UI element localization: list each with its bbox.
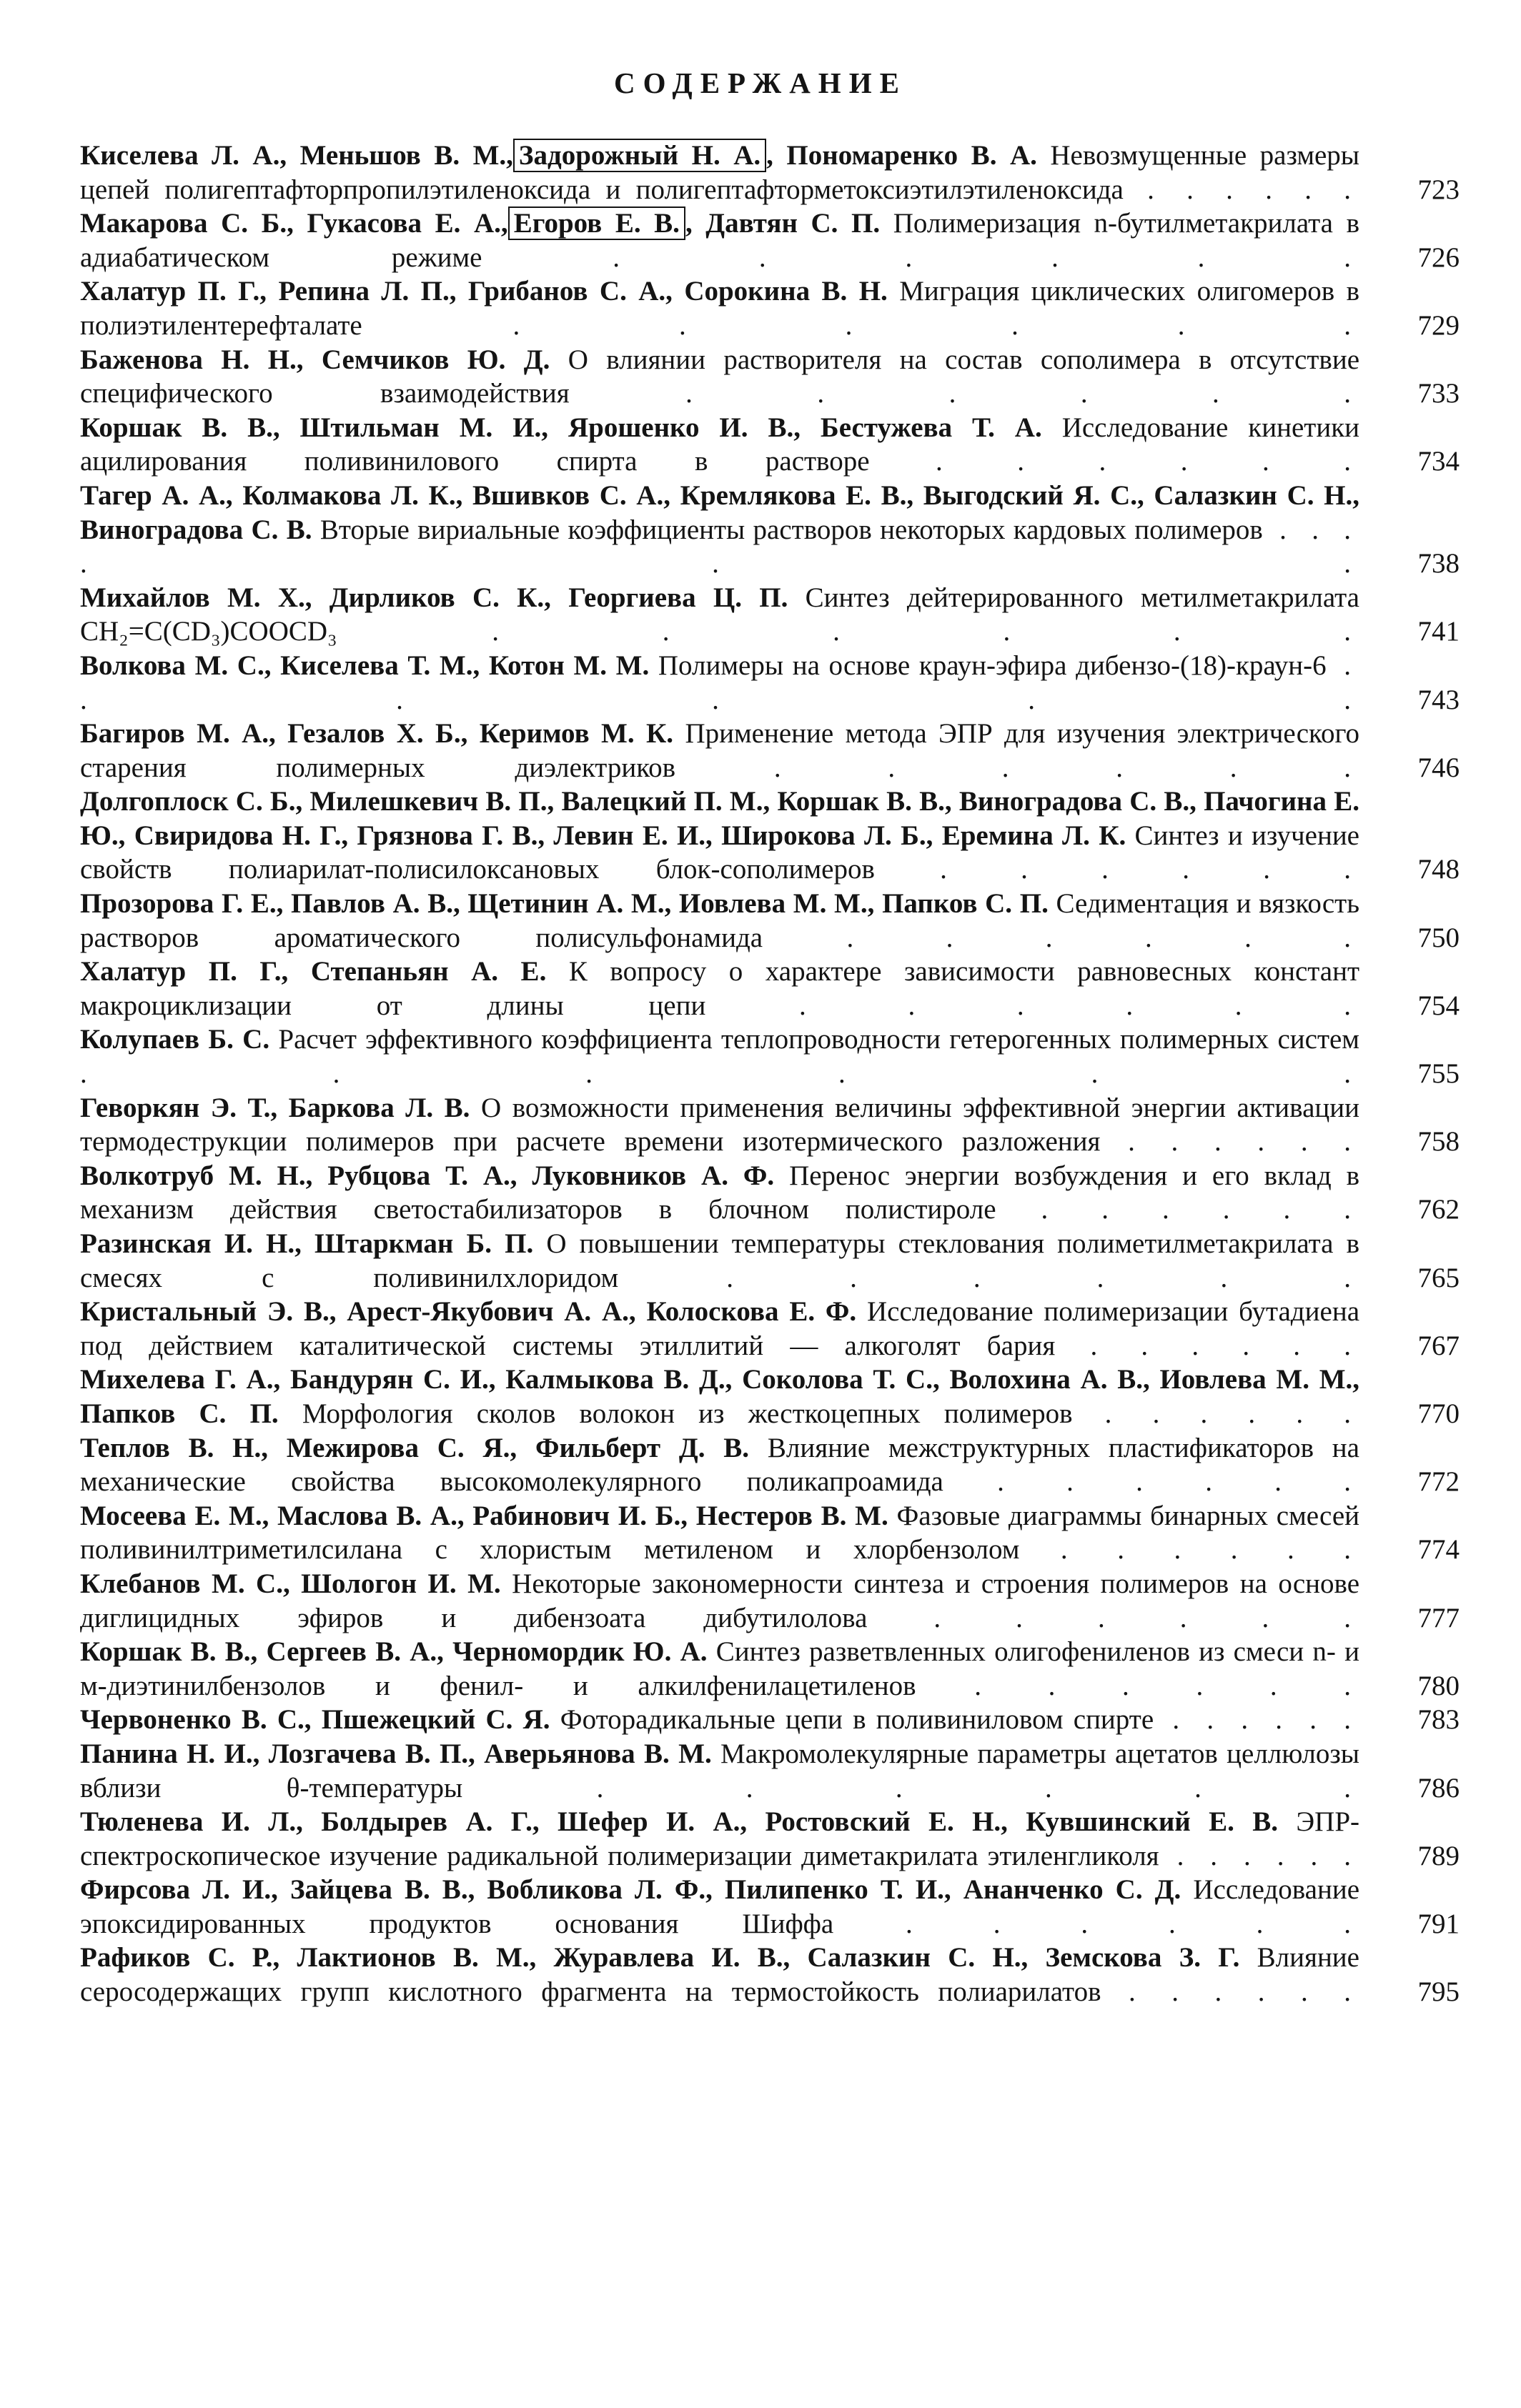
leader-dots: . . . . . .: [1101, 1976, 1360, 2008]
toc-entry: [80, 649, 1460, 717]
toc-entry: [80, 955, 1460, 1023]
toc-entry-text: [80, 1159, 1359, 1227]
entry-title: Макромолекулярные параметры ацетатов целлюлозы вблизи θ-температуры: [80, 1738, 1359, 1803]
toc-entry: [80, 1227, 1460, 1295]
entry-title: Исследование кинетики ацилирования поливинилового спирта в растворе: [80, 412, 1360, 477]
leader-dots: . . . . . .: [337, 616, 1359, 647]
entry-authors: Клебанов М. С., Шологон И. М.: [80, 1568, 501, 1599]
entry-title: Синтез и изучение свойств полиарилат-полисилоксановых блок-сополимеров: [80, 820, 1359, 885]
entry-page-number: 743: [1417, 684, 1460, 715]
leader-dots: . . . . . .: [80, 1058, 1359, 1090]
leader-dots: . . . . . .: [1159, 1840, 1359, 1871]
toc-entry-text: [80, 887, 1359, 955]
toc-entry-text: [80, 274, 1359, 342]
toc-entry-text: [80, 1737, 1359, 1805]
entry-page-number: 789: [1417, 1840, 1460, 1871]
toc-entry-text: [80, 139, 1359, 207]
toc-entry-text: [80, 955, 1359, 1023]
leader-dots: . . . . . .: [1055, 1330, 1359, 1361]
toc-list: [80, 139, 1460, 2009]
toc-entry: [80, 1941, 1460, 2009]
entry-authors: Кристальный Э. В., Арест-Якубович А. А., Колоскова Е. Ф.: [80, 1296, 857, 1328]
entry-page-number: 765: [1417, 1262, 1460, 1293]
toc-entry: [80, 1737, 1460, 1805]
toc-entry: [80, 274, 1460, 342]
entry-authors: Михелева Г. А., Бандурян С. И., Калмыкова В. Д., Соколова Т. С., Волохина А. В., Иовлева М. М., Папков С. П.: [80, 1364, 1359, 1429]
entry-authors: Михайлов М. Х., Дирликов С. К., Георгиева Ц. П.: [80, 582, 788, 613]
toc-entry-text: [80, 1091, 1359, 1159]
entry-authors: Халатур П. Г., Степаньян А. Е.: [80, 956, 547, 987]
entry-page-number: 754: [1417, 990, 1460, 1021]
leader-dots: . . . . . .: [482, 242, 1360, 273]
toc-entry: [80, 1295, 1460, 1363]
entry-authors: Волкова М. С., Киселева Т. М., Котон М. М.: [80, 650, 650, 681]
leader-dots: . . . . . .: [705, 990, 1360, 1021]
entry-title: К вопросу о характере зависимости равновесных констант макроциклизации от длины цепи: [80, 956, 1359, 1021]
toc-entry: [80, 785, 1460, 887]
entry-title: Невозмущенные размеры цепей полигептафторпропилэтиленоксида и полигептафторметоксиэтилэтиленоксида: [80, 140, 1360, 205]
entry-page-number: 755: [1417, 1058, 1460, 1090]
leader-dots: . . . . . .: [1100, 1126, 1360, 1158]
entry-page-number: 746: [1417, 752, 1460, 783]
leader-dots: . . . . . .: [618, 1262, 1359, 1293]
toc-entry: [80, 1363, 1460, 1431]
leader-dots: . . . . . .: [763, 922, 1360, 953]
entry-authors: Геворкян Э. Т., Баркова Л. В.: [80, 1092, 470, 1123]
entry-title: Синтез разветвленных олигофениленов из смеси n- и м-диэтинилбензолов и фенил- и алкилфенилацетиленов: [80, 1636, 1360, 1701]
entry-page-number: 762: [1417, 1194, 1460, 1225]
entry-authors: Долгоплоск С. Б., Милешкевич В. П., Валецкий П. М., Коршак В. В., Виноградова С. В., Пачогина Е. Ю., Свиридова Н. Г., Грязнова Г. В., Левин Е. И., Широкова Л. Б., Еремина Л. К.: [80, 786, 1359, 851]
leader-dots: . . . . . .: [916, 1670, 1360, 1701]
toc-entry: [80, 343, 1460, 411]
toc-entry: [80, 1635, 1460, 1703]
entry-title: Расчет эффективного коэффициента теплопроводности гетерогенных полимерных систем: [278, 1024, 1359, 1055]
leader-dots: . . . . . .: [675, 752, 1359, 783]
toc-entry-text: [80, 649, 1359, 717]
entry-authors: Теплов В. Н., Межирова С. Я., Фильберт Д. В.: [80, 1432, 750, 1463]
entry-title: Полимеры на основе краун-эфира дибензо-(18)-краун-6: [658, 650, 1327, 681]
entry-page-number: 783: [1417, 1704, 1460, 1736]
entry-page-number: 780: [1417, 1670, 1460, 1701]
leader-dots: . . . . . .: [869, 446, 1359, 477]
entry-title: Синтез дейтерированного метилметакрилата CH₂=C(CD₃)COOCD₃: [80, 582, 1359, 647]
entry-page-number: 758: [1417, 1126, 1460, 1158]
toc-entry: [80, 1873, 1460, 1941]
leader-dots: . . . . . .: [874, 854, 1359, 885]
leader-dots: . . . . . .: [867, 1602, 1360, 1633]
leader-dots: . . . . . .: [833, 1908, 1359, 1939]
toc-entry-text: [80, 343, 1359, 411]
entry-title: Фазовые диаграммы бинарных смесей поливинилтриметилсилана с хлористым метиленом и хлорбензолом: [80, 1500, 1360, 1566]
leader-dots: . . . . . .: [569, 378, 1360, 409]
entry-page-number: 772: [1417, 1466, 1460, 1498]
entry-page-number: 729: [1417, 309, 1460, 341]
entry-page-number: 748: [1417, 854, 1460, 885]
entry-title: Исследование полимеризации бутадиена под действием каталитической системы этиллитий — алкоголят бария: [80, 1296, 1360, 1361]
leader-dots: . . . . . .: [1154, 1704, 1359, 1736]
leader-dots: . . . . . .: [462, 1772, 1359, 1803]
leader-dots: . . . . . .: [996, 1194, 1359, 1225]
entry-page-number: 786: [1417, 1772, 1460, 1803]
entry-authors: Рафиков С. Р., Лактионов В. М., Журавлева И. В., Салазкин С. Н., Земскова З. Г.: [80, 1942, 1240, 1974]
entry-authors-rest: , Давтян С. П.: [685, 208, 881, 239]
entry-authors-rest: , Пономаренко В. А.: [766, 140, 1037, 171]
entry-authors: Разинская И. Н., Штаркман Б. П.: [80, 1228, 534, 1259]
contents-heading: СОДЕРЖАНИЕ: [614, 66, 907, 99]
entry-title: О повышении температуры стеклования полиметилметакрилата в смесях с поливинилхлоридом: [80, 1228, 1359, 1293]
toc-entry: [80, 1023, 1460, 1090]
toc-entry: [80, 411, 1460, 479]
entry-authors: Коршак В. В., Сергеев В. А., Черномордик Ю. А.: [80, 1636, 708, 1668]
toc-entry-text: [80, 1431, 1359, 1499]
entry-authors: Баженова Н. Н., Семчиков Ю. Д.: [80, 344, 550, 375]
leader-dots: . . . . . .: [943, 1466, 1359, 1498]
leader-dots: . . . . . .: [80, 650, 1359, 715]
toc-entry: [80, 479, 1460, 581]
entry-title: Исследование эпоксидированных продуктов основания Шиффа: [80, 1874, 1360, 1939]
leader-dots: . . . . . .: [362, 309, 1359, 341]
toc-entry: [80, 207, 1460, 274]
entry-title: Фоторадикальные цепи в поливиниловом спирте: [560, 1704, 1154, 1736]
entry-author-boxed: Егоров Е. В.: [508, 207, 685, 240]
leader-dots: . . . . . .: [1019, 1534, 1360, 1566]
toc-entry-text: [80, 207, 1359, 274]
toc-entry-text: [80, 1805, 1359, 1873]
entry-authors: Прозорова Г. Е., Павлов А. В., Щетинин А. М., Иовлева М. М., Папков С. П.: [80, 888, 1049, 920]
entry-title: Вторые вириальные коэффициенты растворов некоторых кардовых полимеров: [319, 514, 1263, 545]
entry-page-number: 767: [1417, 1330, 1460, 1361]
toc-entry: [80, 581, 1460, 649]
entry-authors: Червоненко В. С., Пшежецкий С. Я.: [80, 1704, 550, 1736]
entry-authors: Волкотруб М. Н., Рубцова Т. А., Луковников А. Ф.: [80, 1160, 775, 1191]
entry-page-number: 726: [1417, 242, 1460, 273]
toc-entry-text: [80, 1295, 1359, 1363]
entry-authors: Тюленева И. Л., Болдырев А. Г., Шефер И. А., Ростовский Е. Н., Кувшинский Е. В.: [80, 1806, 1279, 1838]
entry-authors: Тагер А. А., Колмакова Л. К., Вшивков С. А., Кремлякова Е. В., Выгодский Я. С., Салазкин С. Н., Виноградова С. В.: [80, 479, 1359, 545]
toc-entry: [80, 1805, 1460, 1873]
toc-entry-text: [80, 411, 1359, 479]
entry-page-number: 734: [1417, 446, 1460, 477]
toc-entry: [80, 1159, 1460, 1227]
toc-entry-text: [80, 581, 1359, 649]
entry-page-number: 791: [1417, 1908, 1460, 1939]
entry-title: О возможности применения величины эффективной энергии активации термодеструкции полимеров при расчете времени изотермического разложения: [80, 1092, 1359, 1158]
entry-authors: Фирсова Л. И., Зайцева В. В., Вобликова Л. Ф., Пилипенко Т. И., Ананченко С. Д.: [80, 1874, 1181, 1906]
entry-page-number: 795: [1417, 1976, 1460, 2008]
entry-title: Влияние межструктурных пластификаторов на механические свойства высокомолекулярного поликапроамида: [80, 1432, 1359, 1498]
entry-authors: Панина Н. И., Лозгачева В. П., Аверьянова В. М.: [80, 1738, 712, 1769]
toc-entry: [80, 139, 1460, 207]
entry-authors: Халатур П. Г., Репина Л. П., Грибанов С. А., Сорокина В. Н.: [80, 276, 888, 307]
entry-page-number: 750: [1417, 922, 1460, 953]
entry-title: О влиянии растворителя на состав сополимера в отсутствие специфического взаимодействия: [80, 344, 1360, 409]
toc-entry: [80, 887, 1460, 955]
entry-authors: Колупаев Б. С.: [80, 1024, 270, 1055]
toc-entry-text: [80, 1941, 1359, 2009]
toc-entry-text: [80, 479, 1359, 581]
toc-entry-text: [80, 1703, 1359, 1737]
entry-authors: Коршак В. В., Штильман М. И., Ярошенко И. В., Бестужева Т. А.: [80, 412, 1042, 443]
toc-entry: [80, 1431, 1460, 1499]
toc-entry-text: [80, 1023, 1359, 1090]
entry-page-number: 741: [1417, 616, 1460, 647]
entry-title: ЭПР-спектроскопическое изучение радикальной полимеризации диметакрилата этиленгликоля: [80, 1806, 1359, 1871]
entry-title: Полимеризация n-бутилметакрилата в адиабатическом режиме: [80, 208, 1359, 273]
entry-page-number: 733: [1417, 378, 1460, 409]
entry-page-number: 770: [1417, 1398, 1460, 1429]
toc-entry: [80, 1703, 1460, 1737]
entry-authors: Макарова С. Б., Гукасова Е. А.,: [80, 208, 508, 239]
entry-authors: Мосеева Е. М., Маслова В. А., Рабинович И. Б., Нестеров В. М.: [80, 1500, 888, 1531]
toc-entry-text: [80, 1873, 1359, 1941]
entry-title: Седиментация и вязкость растворов ароматического полисульфонамида: [80, 888, 1359, 953]
entry-page-number: 774: [1417, 1534, 1460, 1566]
entry-page-number: 738: [1417, 548, 1460, 579]
entry-title: Влияние серосодержащих групп кислотного фрагмента на термостойкость полиарилатов: [80, 1942, 1359, 2008]
toc-entry-text: [80, 1227, 1359, 1295]
entry-title: Морфология сколов волокон из жесткоцепных полимеров: [302, 1398, 1073, 1429]
entry-title: Миграция циклических олигомеров в полиэтилентерефталате: [80, 276, 1359, 341]
entry-page-number: 723: [1417, 174, 1460, 205]
toc-entry-text: [80, 1363, 1359, 1431]
toc-entry: [80, 1091, 1460, 1159]
entry-authors: Багиров М. А., Гезалов Х. Б., Керимов М. К.: [80, 718, 674, 750]
leader-dots: . . . . . .: [1123, 174, 1359, 205]
toc-entry: [80, 717, 1460, 785]
leader-dots: . . . . . .: [80, 514, 1360, 579]
toc-entry-text: [80, 785, 1359, 887]
entry-title: Применение метода ЭПР для изучения электрического старения полимерных диэлектриков: [80, 718, 1359, 783]
entry-page-number: 777: [1417, 1602, 1460, 1633]
leader-dots: . . . . . .: [1072, 1398, 1360, 1429]
toc-entry-text: [80, 717, 1359, 785]
toc-entry-text: [80, 1499, 1359, 1567]
entry-title: Перенос энергии возбуждения и его вклад в механизм действия светостабилизаторов в блочном полистироле: [80, 1160, 1360, 1225]
entry-authors: Киселева Л. А., Меньшов В. М.,: [80, 140, 513, 171]
entry-title: Некоторые закономерности синтеза и строения полимеров на основе диглицидных эфиров и дибензоата дибутилолова: [80, 1568, 1359, 1633]
toc-entry-text: [80, 1635, 1359, 1703]
toc-entry: [80, 1567, 1460, 1635]
toc-entry-text: [80, 1567, 1359, 1635]
toc-entry: [80, 1499, 1460, 1567]
entry-author-boxed: Задорожный Н. А.: [513, 139, 766, 172]
